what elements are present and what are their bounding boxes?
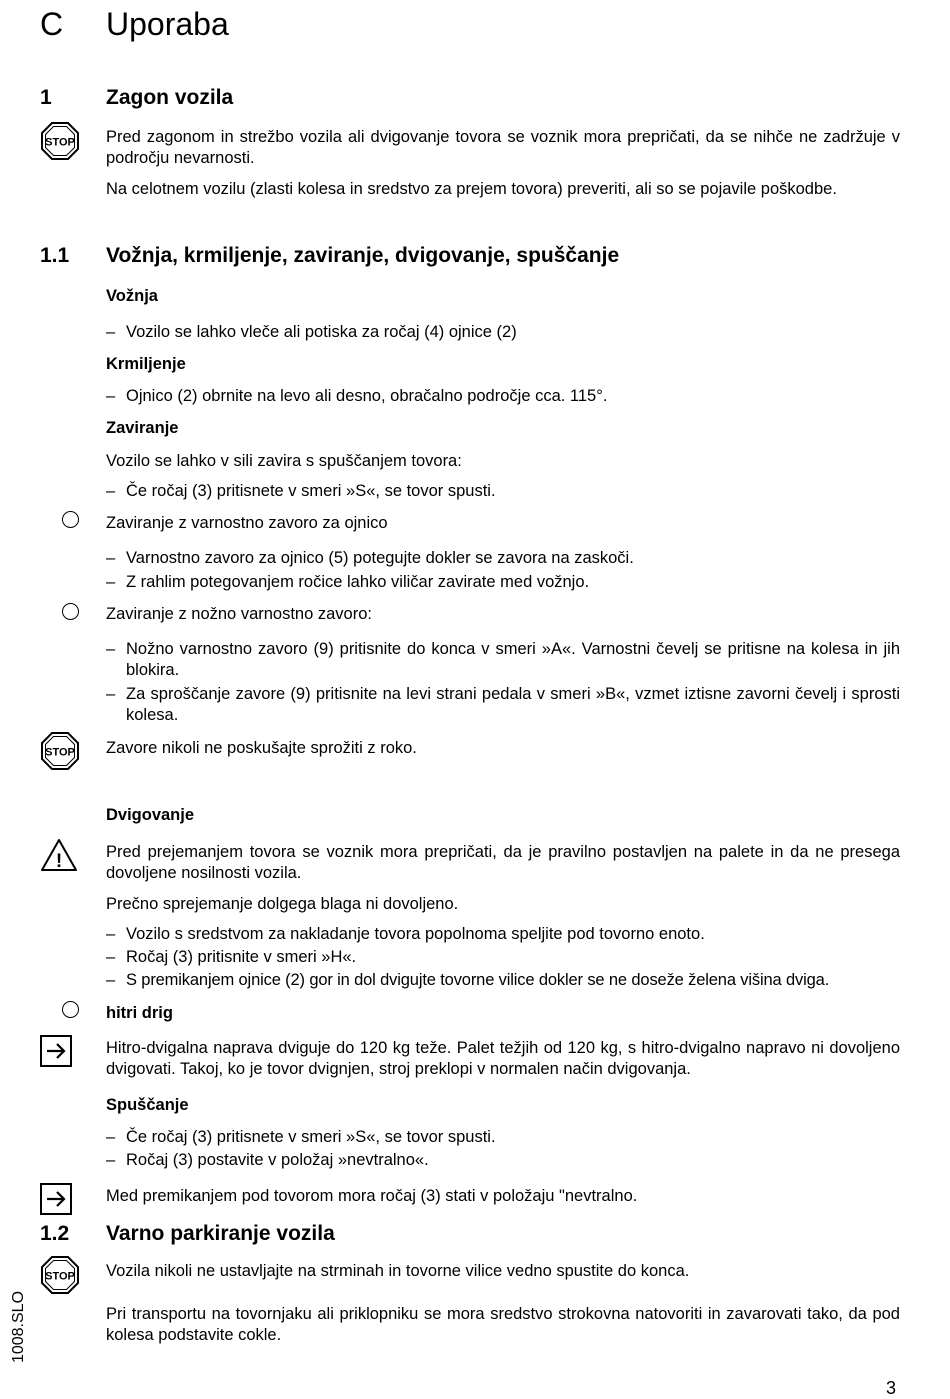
paragraph: Pred zagonom in strežbo vozila ali dvigovanje tovora se voznik mora prepričati, da se nihče ne zadržuje v področju nevarnosti. [106,128,900,167]
subheading-dvigovanje: Dvigovanje [106,806,195,824]
section-1-number: 1 [40,86,52,109]
dash: – [106,971,116,989]
list-item-text: Za sproščanje zavore (9) pritisnite na levi strani pedala v smeri »B«, vzmet iztisne zavorni čevelj i sprosti kolesa. [126,685,900,724]
stop-sign-icon [40,1255,80,1295]
list-item-text: Če ročaj (3) pritisnete v smeri »S«, se tovor spusti. [126,482,496,500]
paragraph: Med premikanjem pod tovorom mora ročaj (3) stati v položaju "nevtralno. [106,1187,638,1205]
subheading-krmiljenje: Krmiljenje [106,355,186,373]
paragraph: Prečno sprejemanje dolgega blaga ni dovoljeno. [106,895,459,913]
chapter-title: Uporaba [106,6,229,42]
warning-triangle-icon [40,838,78,872]
subheading-hitri-drig: hitri drig [106,1004,173,1022]
stop-sign-icon [40,121,80,161]
dash: – [106,925,116,943]
circle-icon [62,511,79,528]
dash: – [106,685,116,703]
circle-icon [62,1001,79,1018]
dash: – [106,482,116,500]
subheading-voznja: Vožnja [106,287,158,305]
list-item [106,639,900,683]
list-item-text: Varnostno zavoro za ojnico (5) potegujte dokler se zavora na zaskoči. [126,549,634,567]
paragraph: Zaviranje z nožno varnostno zavoro: [106,605,372,623]
paragraph: Pri transportu na tovornjaku ali priklopniku se mora sredstvo strokovna natovoriti in zavarovati tako, da pod kolesa podstavite cokle. [106,1305,900,1344]
paragraph: Na celotnem vozilu (zlasti kolesa in sredstvo za prejem tovora) preveriti, ali so se pojavile poškodbe. [106,180,837,198]
paragraph: Pred prejemanjem tovora se voznik mora prepričati, da je pravilno postavljen na palete in da ne presega dovoljene nosilnosti vozila. [106,843,900,882]
paragraph: Zavore nikoli ne poskušajte sprožiti z roko. [106,739,417,757]
list-item-text: Ročaj (3) pritisnite v smeri »H«. [126,948,357,966]
dash: – [106,1128,116,1146]
dash: – [106,1151,116,1169]
section-1-2-number: 1.2 [40,1222,70,1245]
section-1-1-title: Vožnja, krmiljenje, zaviranje, dvigovanje, spuščanje [106,244,620,267]
dash: – [106,549,116,567]
chapter-letter: C [40,6,64,42]
list-item-text: Nožno varnostno zavoro (9) pritisnite do konca v smeri »A«. Varnostni čevelj se pritisne na kolesa in jih blokira. [126,640,900,679]
list-item-text: Vozilo s sredstvom za nakladanje tovora popolnoma speljite pod tovorno enoto. [126,925,705,943]
list-item-text: Ojnico (2) obrnite na levo ali desno, obračalno področje cca. 115°. [126,387,608,405]
section-1-title: Zagon vozila [106,86,234,109]
list-item [106,684,900,728]
list-item-text: Z rahlim potegovanjem ročice lahko viličar zavirate med vožnjo. [126,573,590,591]
dash: – [106,573,116,591]
dash: – [106,323,116,341]
dash: – [106,640,116,658]
section-1-2-title: Varno parkiranje vozila [106,1222,335,1245]
svg-text:!: ! [55,851,63,872]
svg-text:STOP: STOP [45,746,75,759]
stop-sign-icon [40,731,80,771]
list-item-text: Ročaj (3) postavite v položaj »nevtralno«. [126,1151,429,1169]
arrow-note-icon [40,1035,72,1067]
list-item-text: Vozilo se lahko vleče ali potiska za ročaj (4) ojnice (2) [126,323,517,341]
section-1-1-number: 1.1 [40,244,70,267]
svg-text:STOP: STOP [45,1270,75,1283]
list-item-text: S premikanjem ojnice (2) gor in dol dvigujte tovorne vilice dokler se ne doseže želena višina dviga. [126,971,830,989]
paragraph: Hitro-dvigalna naprava dviguje do 120 kg teže. Palet težjih od 120 kg, s hitro-dvigalno napravo ni dovoljeno dvigovati. Takoj, ko je tovor dvignjen, stroj preklopi v normalen način dvigovanja. [106,1039,900,1078]
svg-text:STOP: STOP [45,136,75,149]
page-number: 3 [886,1378,897,1398]
subheading-spuscanje: Spuščanje [106,1096,189,1114]
document-code: 1008.SLO [10,1290,27,1364]
dash: – [106,948,116,966]
paragraph: Vozilo se lahko v sili zavira s spuščanjem tovora: [106,452,462,470]
circle-icon [62,603,79,620]
paragraph: Vozila nikoli ne ustavljajte na strminah in tovorne vilice vedno spustite do konca. [106,1262,690,1280]
arrow-note-icon [40,1183,72,1215]
subheading-zaviranje: Zaviranje [106,419,179,437]
list-item-text: Če ročaj (3) pritisnete v smeri »S«, se tovor spusti. [126,1128,496,1146]
dash: – [106,387,116,405]
paragraph: Zaviranje z varnostno zavoro za ojnico [106,514,388,532]
